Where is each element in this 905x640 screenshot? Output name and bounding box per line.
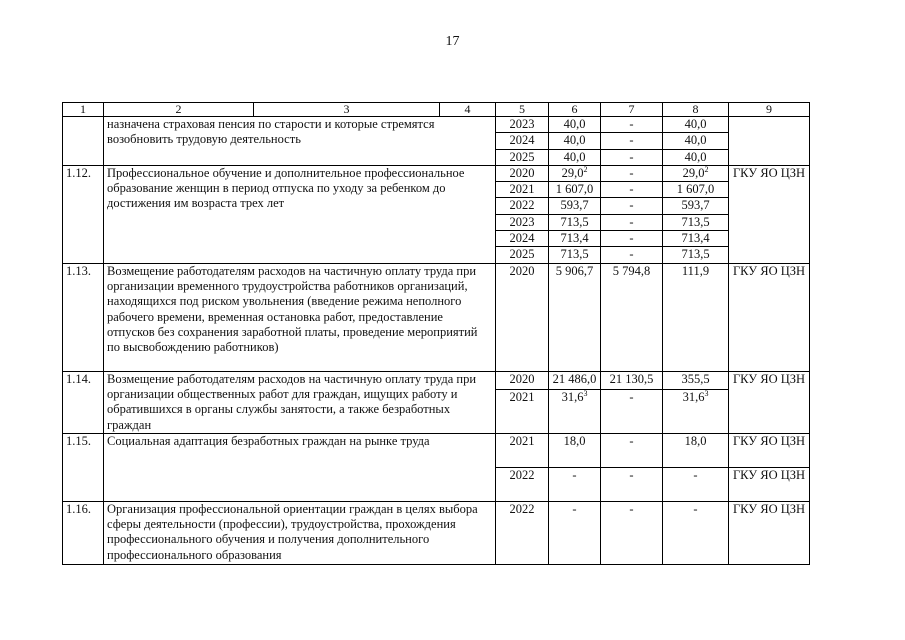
- value-regional: 111,9: [663, 263, 729, 371]
- header-cell: 2: [104, 103, 254, 117]
- executor-cell: ГКУ ЯО ЦЗН: [729, 165, 810, 263]
- row-number: 1.12.: [63, 165, 104, 263]
- executor-cell: [729, 117, 810, 166]
- row-number: 1.14.: [63, 371, 104, 433]
- header-cell: 8: [663, 103, 729, 117]
- value-regional: -: [663, 501, 729, 564]
- year-cell: 2021: [496, 433, 549, 467]
- measure-text: Организация профессиональной ориентации граждан в целях выбора сферы деятельности (профессии), трудоустройства, прохождения профессионального обучения и получения дополнительного профессионального образования: [104, 501, 496, 564]
- value-total: 40,0: [549, 133, 601, 149]
- value-federal: -: [601, 133, 663, 149]
- year-cell: 2024: [496, 133, 549, 149]
- executor-cell: ГКУ ЯО ЦЗН: [729, 501, 810, 564]
- value-total: 40,0: [549, 149, 601, 165]
- header-cell: 3: [254, 103, 440, 117]
- value-federal: -: [601, 501, 663, 564]
- value-total: 593,7: [549, 198, 601, 214]
- footnote-mark: 2: [704, 165, 709, 174]
- header-row: [63, 103, 810, 117]
- year-cell: 2021: [496, 389, 549, 433]
- year-cell: 2025: [496, 149, 549, 165]
- table-row: [63, 433, 810, 467]
- value-total: 713,5: [549, 247, 601, 263]
- table-row: [63, 263, 810, 371]
- value-regional: 355,5: [663, 371, 729, 389]
- value-total: -: [549, 467, 601, 501]
- row-number: 1.13.: [63, 263, 104, 371]
- value-regional: 713,5: [663, 247, 729, 263]
- value-federal: -: [601, 165, 663, 181]
- value-federal: -: [601, 182, 663, 198]
- value-text: 29,0: [561, 165, 584, 180]
- value-total: [549, 165, 601, 181]
- value-federal: 21 130,5: [601, 371, 663, 389]
- measure-text: Возмещение работодателям расходов на частичную оплату труда при организации временного трудоустройства работников организаций, находящихся под риском увольнения (введение режима неполного рабочего времени, временная остановка работ, предоставление отпусков без сохранения заработной платы, проведение мероприятий по высвобождению работников): [104, 263, 496, 371]
- year-cell: 2025: [496, 247, 549, 263]
- year-cell: 2021: [496, 182, 549, 198]
- header-cell: 7: [601, 103, 663, 117]
- executor-cell: ГКУ ЯО ЦЗН: [729, 433, 810, 467]
- value-regional: [663, 165, 729, 181]
- row-number: 1.16.: [63, 501, 104, 564]
- value-regional: 593,7: [663, 198, 729, 214]
- value-regional: -: [663, 467, 729, 501]
- value-total: 713,4: [549, 231, 601, 247]
- value-regional: 40,0: [663, 149, 729, 165]
- value-total: [549, 389, 601, 433]
- footnote-mark: 3: [704, 389, 709, 398]
- value-federal: -: [601, 389, 663, 433]
- executor-cell: ГКУ ЯО ЦЗН: [729, 467, 810, 501]
- table-row: [63, 501, 810, 564]
- value-total: 1 607,0: [549, 182, 601, 198]
- year-cell: 2022: [496, 198, 549, 214]
- executor-cell: ГКУ ЯО ЦЗН: [729, 371, 810, 433]
- table-row: [63, 117, 810, 133]
- year-cell: 2020: [496, 165, 549, 181]
- row-number: 1.15.: [63, 433, 104, 501]
- header-cell: 6: [549, 103, 601, 117]
- year-cell: 2023: [496, 117, 549, 133]
- year-cell: 2023: [496, 214, 549, 230]
- value-regional: 18,0: [663, 433, 729, 467]
- value-federal: -: [601, 433, 663, 467]
- year-cell: 2020: [496, 263, 549, 371]
- row-number: [63, 117, 104, 166]
- executor-cell: ГКУ ЯО ЦЗН: [729, 263, 810, 371]
- value-federal: -: [601, 467, 663, 501]
- year-cell: 2022: [496, 467, 549, 501]
- value-text: 31,6: [682, 389, 705, 404]
- value-regional: [663, 389, 729, 433]
- table-row: [63, 165, 810, 181]
- value-regional: 1 607,0: [663, 182, 729, 198]
- year-cell: 2022: [496, 501, 549, 564]
- value-regional: 713,4: [663, 231, 729, 247]
- measure-text: Профессиональное обучение и дополнительное профессиональное образование женщин в период отпуска по уходу за ребенком до достижения им возраста трех лет: [104, 165, 496, 263]
- program-table: [62, 102, 810, 565]
- value-regional: 40,0: [663, 133, 729, 149]
- header-cell: 1: [63, 103, 104, 117]
- value-text: 29,0: [682, 165, 705, 180]
- value-federal: -: [601, 117, 663, 133]
- value-federal: -: [601, 247, 663, 263]
- page-number: 17: [445, 34, 460, 49]
- value-federal: -: [601, 198, 663, 214]
- table-row: [63, 371, 810, 389]
- value-federal: 5 794,8: [601, 263, 663, 371]
- value-total: -: [549, 501, 601, 564]
- value-text: 31,6: [561, 389, 584, 404]
- value-total: 21 486,0: [549, 371, 601, 389]
- footnote-mark: 2: [583, 165, 588, 174]
- value-federal: -: [601, 214, 663, 230]
- value-total: 40,0: [549, 117, 601, 133]
- value-total: 18,0: [549, 433, 601, 467]
- year-cell: 2020: [496, 371, 549, 389]
- value-total: 5 906,7: [549, 263, 601, 371]
- header-cell: 4: [440, 103, 496, 117]
- value-federal: -: [601, 231, 663, 247]
- measure-text: назначена страховая пенсия по старости и которые стремятся возобновить трудовую деятельность: [104, 117, 496, 166]
- footnote-mark: 3: [583, 389, 588, 398]
- year-cell: 2024: [496, 231, 549, 247]
- value-regional: 40,0: [663, 117, 729, 133]
- value-regional: 713,5: [663, 214, 729, 230]
- measure-text: Социальная адаптация безработных граждан на рынке труда: [104, 433, 496, 501]
- value-federal: -: [601, 149, 663, 165]
- value-total: 713,5: [549, 214, 601, 230]
- measure-text: Возмещение работодателям расходов на частичную оплату труда при организации общественных работ для граждан, ищущих работу и обратившихся в органы службы занятости, а также безработных граждан: [104, 371, 496, 433]
- header-cell: 9: [729, 103, 810, 117]
- header-cell: 5: [496, 103, 549, 117]
